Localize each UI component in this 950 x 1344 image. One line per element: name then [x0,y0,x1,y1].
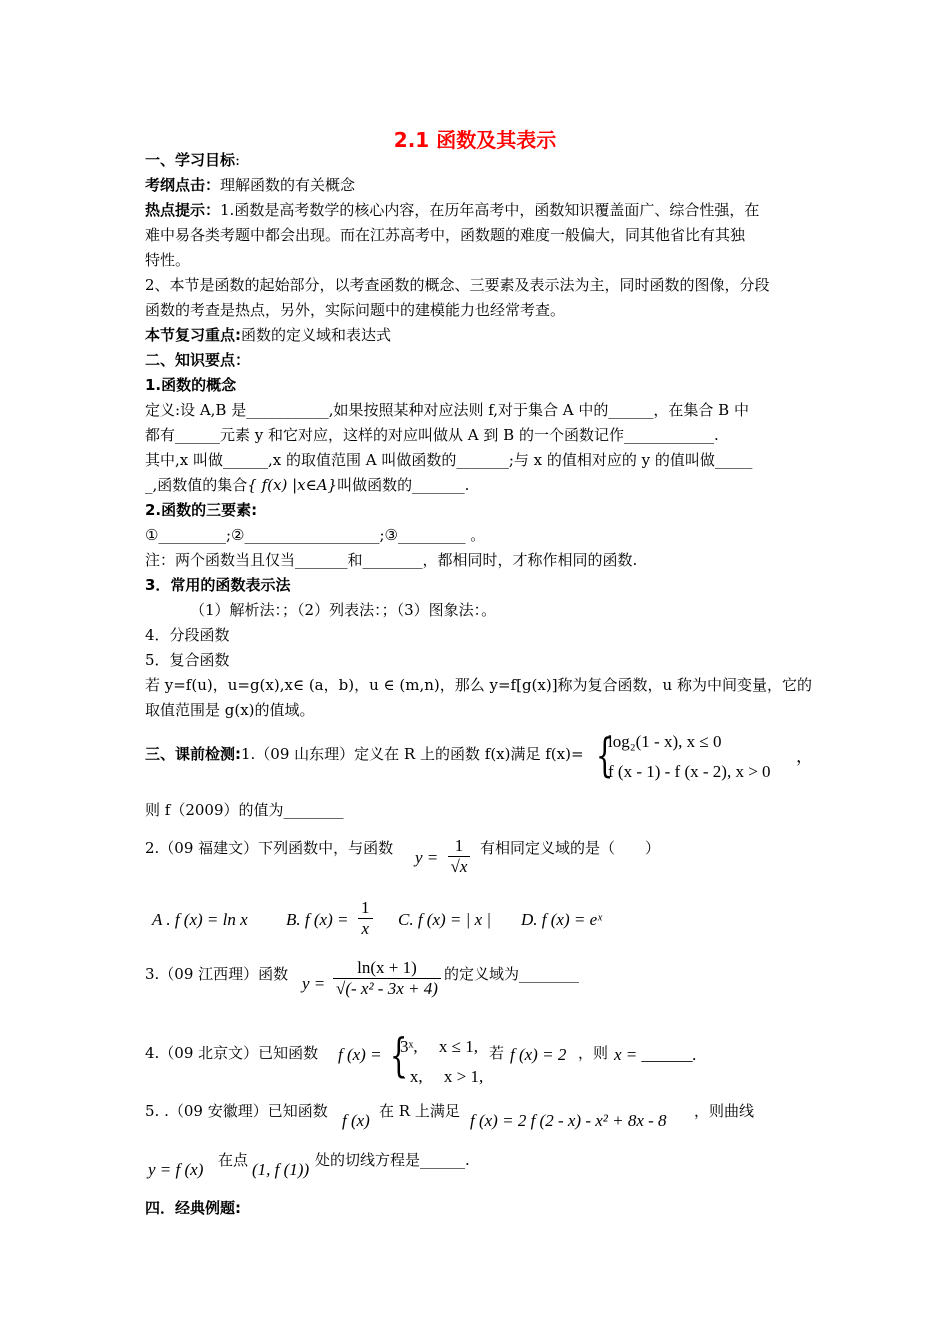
q5-point: (1, f (1)) [252,1160,310,1179]
q2-option-d: D. f (x) = eˣ [521,910,602,929]
question-5-line: 5. .（09 安徽理）已知函数 [145,1102,328,1120]
kgdj-text: 理解函数的有关概念 [220,176,356,194]
q2-option-b-fraction-box [358,898,373,939]
q2-option-b-fraction [358,898,373,939]
q2-option-b-denominator: x [361,919,370,938]
q4-condition: f (x) = 2 [510,1045,567,1064]
q3-y-equals: y = [302,974,326,993]
question-4-line: 4.（09 北京文）已知函数 [145,1044,319,1062]
q4-f-equals: f (x) = [338,1045,382,1064]
q1-left-brace: { [595,728,614,782]
q5-suffix: ，则曲线 [694,1102,755,1120]
q4-answer-blank: x = ______. [614,1045,697,1064]
question-1-line [145,744,584,764]
q3-numerator: ln(x + 1) [333,958,441,979]
q4-case-2: - x, x > 1, [400,1067,484,1086]
q3-denominator: √(- x² - 3x + 4) [336,979,438,998]
question-1-tail: 则 f（2009）的值为________ [145,801,344,819]
rdts-line-2: 难中易各类考题中都会出现。而在江苏高考中，函数题的难度一般偏大，同其他省比有其独 [145,226,746,244]
q3-fraction-box [333,958,441,999]
same-function-note: 注：两个函数当且仅当_______和________，都相同时，才称作相同的函数. [145,551,638,569]
q5-at-point: 在点 [218,1151,249,1169]
review-focus-line [145,325,391,345]
q5-tangent-blank: 处的切线方程是______. [315,1151,470,1169]
review-focus-label: 本节复习重点: [145,326,241,344]
definition-line-4-a: _,函数值的集合 [145,476,248,494]
question-2-line [145,838,393,858]
section-1-heading-line [145,150,240,170]
q2-option-b-numerator: 1 [358,898,373,919]
composite-line-2: 取值范围是 g(x)的值域。 [145,701,315,719]
q3-fraction [333,958,441,999]
q2-option-b: B. f (x) = [286,910,349,929]
definition-line-3: 其中,x 叫做______,x 的取值范围 A 叫做函数的_______;与 x 的值相对应的 y 的值叫做_____ [145,451,753,469]
section-2-heading: 二、知识要点： [145,351,251,369]
q4-then: ，则 [578,1044,609,1062]
q5-equation: f (x) = 2 f (2 - x) - x² + 8x - 8 [470,1111,667,1130]
representation-methods: （1）解析法：；（2）列表法：；（3）图象法：。 [190,601,497,619]
q2-prefix: 2.（09 福建文）下列函数中，与函数 [145,839,394,857]
rdts-label: 热点提示： [145,201,221,219]
section-4-heading: 四．经典例题: [145,1199,241,1217]
q2-option-a: A . f (x) = ln x [152,910,248,929]
q5-condition-label: 在 R 上满足 [379,1102,460,1120]
composite-line-1: 若 y=f(u)，u=g(x),x∈ (a，b)，u ∈ (m,n)，那么 y=f[g(x)]称为复合函数，u 称为中间变量，它的 [145,676,812,694]
q2-option-c: C. f (x) = | x | [398,910,492,929]
q3-suffix: 的定义域为________ [444,965,580,983]
piecewise-function-item: 4．分段函数 [145,626,230,644]
definition-line-2: 都有______元素 y 和它对应，这样的对应叫做从 A 到 B 的一个函数记作____________. [145,426,719,444]
concept-heading: 1.函数的概念 [145,376,237,394]
section-1-heading: 一、学习目标 [145,151,236,169]
three-elements-blanks: ①_________;②__________________;③_________ 。 [145,526,486,544]
paragraph-2-line-1: 2、本节是函数的起始部分，以考查函数的概念、三要素及表示法为主，同时函数的图像，分段 [145,276,770,294]
q1-comma: ， [796,747,813,766]
kgdj-label: 考纲点击： [145,176,221,194]
q2-suffix: 有相同定义域的是（ ） [480,839,661,857]
rdts-text-1: 1.函数是高考数学的核心内容，在历年高考中，函数知识覆盖面广、综合性强，在 [220,201,760,219]
q4-case-1: 3ˣ, x ≤ 1, [400,1037,478,1056]
q1-case-2: f (x - 1) - f (x - 2), x > 0 [608,762,771,781]
q5-curve: y = f (x) [148,1160,204,1179]
q2-numerator: 1 [448,836,471,857]
definition-line-4 [145,475,469,495]
q1-case-1: log₂(1 - x), x ≤ 0 [608,732,722,751]
definition-line-1: 定义:设 A,B 是___________,如果按照某种对应法则 f,对于集合 A 中的______，在集合 B 中 [145,401,749,419]
section-1-colon: : [235,151,241,169]
question-3-line: 3.（09 江西理）函数 [145,965,289,983]
question-1-text: 1.（09 山东理）定义在 R 上的函数 f(x)满足 f(x)= [241,745,584,763]
representation-heading: 3．常用的函数表示法 [145,576,291,594]
page-title: 2.1 函数及其表示 [393,128,557,152]
q2-fraction [447,836,471,877]
kgdj-line [145,175,355,195]
q2-y-equals: y = [415,848,439,867]
q2-denominator: √x [450,857,468,876]
definition-line-4-c: 叫做函数的_______. [337,476,470,494]
q4-left-brace: { [389,1028,408,1082]
q4-if: 若 [489,1044,505,1062]
section-3-heading: 三、课前检测: [145,745,241,763]
rdts-line-1 [145,200,759,220]
review-focus-text: 函数的定义域和表达式 [241,326,392,344]
paragraph-2-line-2: 函数的考查是热点，另外，实际问题中的建模能力也经常考查。 [145,301,566,319]
q2-fraction-box [448,836,471,877]
rdts-line-3: 特性。 [145,251,191,269]
q5-function: f (x) [342,1111,370,1130]
three-elements-heading: 2.函数的三要素: [145,501,258,519]
range-set-expression: { f(x) |x∈A} [247,476,338,494]
composite-function-item: 5．复合函数 [145,651,230,669]
